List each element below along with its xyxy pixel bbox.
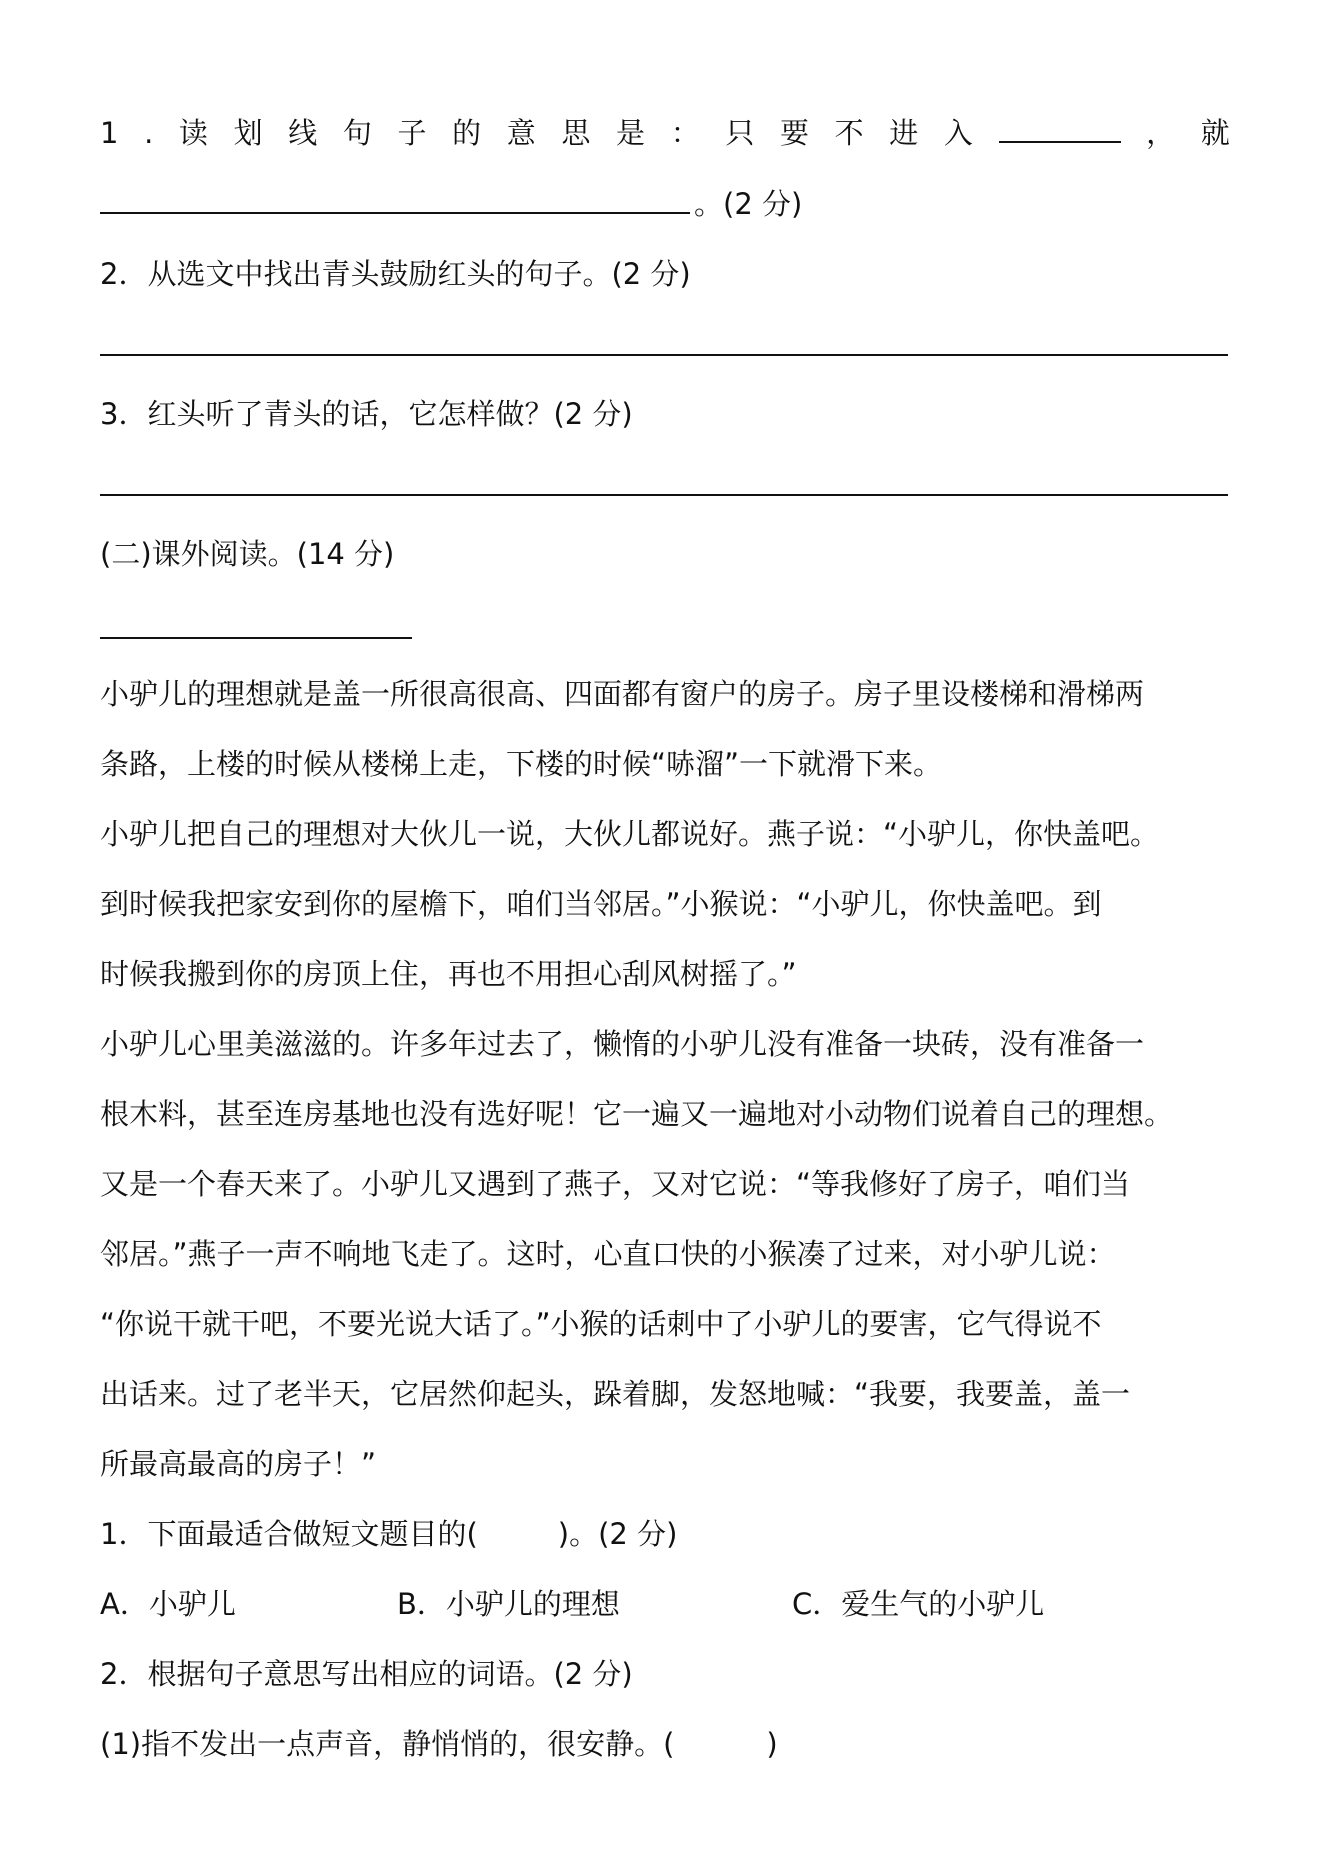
s2-q1-prompt-end: )。(2 分)	[557, 1517, 678, 1551]
passage-line: “你说干就干吧，不要光说大话了。”小猴的话刺中了小驴儿的要害，它气得说不	[100, 1307, 1102, 1341]
q1-token: 句	[342, 116, 372, 150]
section-2-heading: (二)课外阅读。(14 分)	[100, 537, 395, 571]
passage-line: 小驴儿把自己的理想对大伙儿一说，大伙儿都说好。燕子说：“小驴儿，你快盖吧。	[100, 817, 1160, 851]
q1-token: 进	[889, 116, 919, 150]
s2-question-2: 2．根据句子意思写出相应的词语。(2 分)	[100, 1657, 633, 1691]
q1-jiu: 就	[1200, 116, 1230, 150]
option-a[interactable]: A．小驴儿	[100, 1587, 236, 1621]
q1-token: 只	[725, 116, 755, 150]
q1-token: 读	[178, 116, 208, 150]
passage-line: 小驴儿心里美滋滋的。许多年过去了，懒惰的小驴儿没有准备一块砖，没有准备一	[100, 1027, 1145, 1061]
question-3: 3．红头听了青头的话，它怎样做？(2 分)	[100, 397, 633, 431]
option-b[interactable]: B．小驴儿的理想	[397, 1587, 620, 1621]
passage-line: 条路，上楼的时候从楼梯上走，下楼的时候“哧溜”一下就滑下来。	[100, 747, 943, 781]
q1-token: 是	[616, 116, 646, 150]
question-1-line-2	[100, 184, 802, 224]
question-2: 2．从选文中找出青头鼓励红头的句子。(2 分)	[100, 257, 691, 291]
s2-question-1	[100, 1514, 677, 1554]
q1-token: 1	[100, 116, 119, 150]
q1-token: 思	[561, 116, 591, 150]
passage-line: 所最高最高的房子！”	[100, 1447, 377, 1481]
passage-line: 根木料，甚至连房基地也没有选好呢！它一遍又一遍地对小动物们说着自己的理想。	[100, 1097, 1174, 1131]
question-1-line	[100, 113, 1230, 153]
s2-q2-item1-end: )	[766, 1727, 778, 1761]
answer-blank-short[interactable]	[999, 113, 1121, 143]
option-c[interactable]: C．爱生气的小驴儿	[792, 1587, 1045, 1621]
q1-token: 划	[233, 116, 263, 150]
s2-q2-item1-start: (1)指不发出一点声音，静悄悄的，很安静。(	[100, 1727, 675, 1761]
answer-line-q3[interactable]	[100, 494, 1228, 496]
passage-line: 小驴儿的理想就是盖一所很高很高、四面都有窗户的房子。房子里设楼梯和滑梯两	[100, 677, 1145, 711]
q1-comma: ，	[1146, 116, 1176, 150]
passage-line: 到时候我把家安到你的屋檐下，咱们当邻居。”小猴说：“小驴儿，你快盖吧。到	[100, 887, 1102, 921]
answer-line-q2[interactable]	[100, 354, 1228, 356]
q1-token: 线	[288, 116, 318, 150]
q1-token: 入	[943, 116, 973, 150]
q1-token: ：	[670, 116, 700, 150]
passage-line: 邻居。”燕子一声不响地飞走了。这时，心直口快的小猴凑了过来，对小驴儿说：	[100, 1237, 1116, 1271]
q1-token: 的	[452, 116, 482, 150]
q1-token: 意	[506, 116, 536, 150]
passage-line: 出话来。过了老半天，它居然仰起头，跺着脚，发怒地喊：“我要，我要盖，盖一	[100, 1377, 1131, 1411]
s2-question-2-item-1	[100, 1724, 778, 1764]
q1-end: 。(2 分)	[694, 187, 803, 221]
q1-token: 子	[397, 116, 427, 150]
passage-line: 时候我搬到你的房顶上住，再也不用担心刮风树摇了。”	[100, 957, 797, 991]
q1-token: 要	[779, 116, 809, 150]
s2-q1-prompt-start: 1．下面最适合做短文题目的(	[100, 1517, 478, 1551]
q1-token: .	[144, 116, 154, 150]
answer-blank-long[interactable]	[100, 184, 690, 214]
q1-token: 不	[834, 116, 864, 150]
passage-line: 又是一个春天来了。小驴儿又遇到了燕子，又对它说：“等我修好了房子，咱们当	[100, 1167, 1131, 1201]
s2-q1-options	[100, 1584, 1200, 1624]
title-blank-line[interactable]	[100, 637, 412, 639]
